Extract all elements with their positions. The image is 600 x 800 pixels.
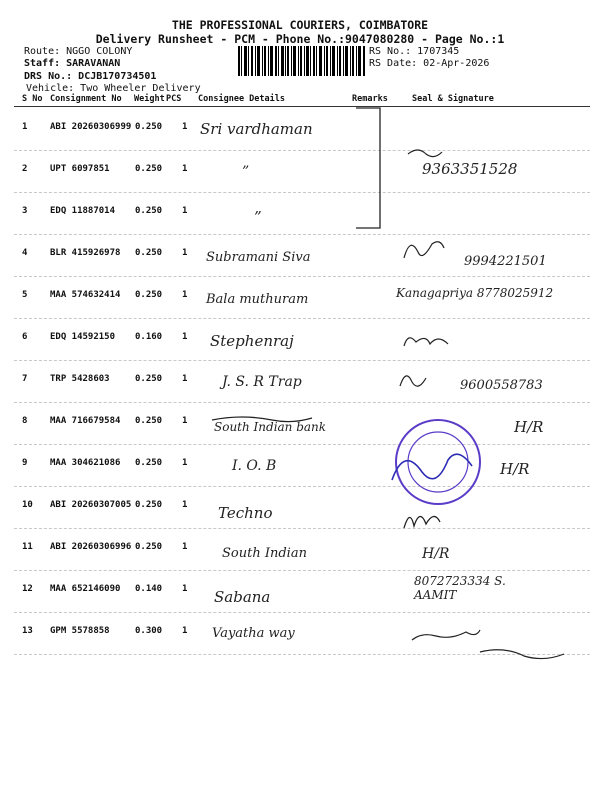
col-consignment: Consignment No xyxy=(50,94,122,104)
row-weight: 0.160 xyxy=(135,332,163,342)
row-sno: 12 xyxy=(22,584,33,594)
rs-number: RS No.: 1707345 xyxy=(369,46,460,57)
row-consignment-no: MAA 574632414 xyxy=(50,290,121,300)
drs-label: DRS No.: DCJB170734501 xyxy=(24,71,157,82)
col-consignee-details: Consignee Details xyxy=(198,94,285,104)
row-consignment-no: ABI 20260306996 xyxy=(50,542,132,552)
signature-scribble xyxy=(412,630,480,640)
row-pcs: 1 xyxy=(182,248,188,258)
row-pcs: 1 xyxy=(182,122,188,132)
signature-scribble xyxy=(400,376,426,386)
row-weight: 0.250 xyxy=(135,164,163,174)
row-consignee: ” xyxy=(242,164,250,180)
row-weight: 0.250 xyxy=(135,416,163,426)
row-signature: H/R xyxy=(500,460,530,478)
row-consignee: Vayatha way xyxy=(212,626,295,641)
row-sno: 11 xyxy=(22,542,33,552)
row-consignee: Techno xyxy=(218,504,273,522)
row-consignee: ” xyxy=(254,208,262,226)
stamp-signature xyxy=(392,454,472,480)
row-weight: 0.140 xyxy=(135,584,163,594)
row-signature: H/R xyxy=(422,546,450,562)
row-sno: 3 xyxy=(22,206,28,216)
row-weight: 0.250 xyxy=(135,290,163,300)
col-seal-signature: Seal & Signature xyxy=(412,94,494,104)
row-consignment-no: GPM 5578858 xyxy=(50,626,110,636)
row-pcs: 1 xyxy=(182,374,188,384)
row-pcs: 1 xyxy=(182,164,188,174)
row-consignee: Subramani Siva xyxy=(206,250,311,265)
row-signature: 8072723334 S. AAMIT xyxy=(414,574,506,602)
vehicle-label: Vehicle: Two Wheeler Delivery xyxy=(26,83,201,94)
row-consignee: Bala muthuram xyxy=(206,292,309,307)
row-sno: 1 xyxy=(22,122,28,132)
company-title: THE PROFESSIONAL COURIERS, COIMBATORE xyxy=(171,18,429,32)
row-weight: 0.250 xyxy=(135,122,163,132)
bank-stamp-inner xyxy=(408,432,468,492)
row-consignment-no: ABI 20260306999 xyxy=(50,122,132,132)
row-consignee: Sabana xyxy=(214,588,271,606)
row-consignment-no: MAA 304621086 xyxy=(50,458,121,468)
row-consignee: South Indian bank xyxy=(214,420,327,434)
row-consignment-no: TRP 5428603 xyxy=(50,374,110,384)
row-consignee: Sri vardhaman xyxy=(200,120,313,138)
strike-through xyxy=(212,417,312,422)
col-sno: S No xyxy=(22,94,43,104)
row-weight: 0.300 xyxy=(135,626,163,636)
row-consignment-no: EDQ 11887014 xyxy=(50,206,116,216)
row-consignment-no: ABI 20260307005 xyxy=(50,500,132,510)
row-consignment-no: MAA 652146090 xyxy=(50,584,121,594)
row-pcs: 1 xyxy=(182,584,188,594)
col-weight: Weight xyxy=(134,94,165,104)
signature-scribble xyxy=(480,650,564,659)
row-consignee: I. O. B xyxy=(232,458,277,474)
row-pcs: 1 xyxy=(182,626,188,636)
row-weight: 0.250 xyxy=(135,206,163,216)
row-sno: 13 xyxy=(22,626,33,636)
row-pcs: 1 xyxy=(182,500,188,510)
signature-scribble xyxy=(404,516,440,528)
remarks-bracket xyxy=(356,108,380,228)
row-sno: 5 xyxy=(22,290,28,300)
row-signature: 9363351528 xyxy=(422,160,518,178)
runsheet-subtitle: Delivery Runsheet - PCM - Phone No.:9047080280 - Page No.:1 xyxy=(95,32,505,46)
row-sno: 7 xyxy=(22,374,28,384)
col-remarks: Remarks xyxy=(352,94,388,104)
signature-scribble xyxy=(404,338,448,346)
row-weight: 0.250 xyxy=(135,542,163,552)
col-pcs: PCS xyxy=(166,94,182,104)
row-pcs: 1 xyxy=(182,416,188,426)
signature-scribble xyxy=(408,150,442,157)
row-consignment-no: UPT 6097851 xyxy=(50,164,110,174)
staff-label: Staff: SARAVANAN xyxy=(24,58,121,69)
row-weight: 0.250 xyxy=(135,374,163,384)
route-label: Route: NGGO COLONY xyxy=(24,46,133,57)
signature-scribble xyxy=(404,242,444,258)
row-sno: 10 xyxy=(22,500,33,510)
row-sno: 4 xyxy=(22,248,28,258)
row-consignee: J. S. R Trap xyxy=(222,374,302,390)
row-pcs: 1 xyxy=(182,542,188,552)
row-sno: 2 xyxy=(22,164,28,174)
row-weight: 0.250 xyxy=(135,248,163,258)
row-pcs: 1 xyxy=(182,290,188,300)
row-pcs: 1 xyxy=(182,332,188,342)
row-signature: Kanagapriya 8778025912 xyxy=(396,286,554,300)
row-sno: 6 xyxy=(22,332,28,342)
row-sno: 9 xyxy=(22,458,28,468)
row-weight: 0.250 xyxy=(135,500,163,510)
row-signature: 9994221501 xyxy=(464,254,547,269)
row-pcs: 1 xyxy=(182,458,188,468)
row-consignee: South Indian xyxy=(222,546,307,561)
row-consignment-no: MAA 716679584 xyxy=(50,416,121,426)
row-consignment-no: BLR 415926978 xyxy=(50,248,121,258)
row-consignment-no: EDQ 14592150 xyxy=(50,332,116,342)
row-sno: 8 xyxy=(22,416,28,426)
row-consignee: Stephenraj xyxy=(210,332,294,350)
row-signature: 9600558783 xyxy=(460,378,543,393)
rs-date: RS Date: 02-Apr-2026 xyxy=(369,58,490,69)
row-pcs: 1 xyxy=(182,206,188,216)
row-signature: H/R xyxy=(514,418,544,436)
bank-stamp xyxy=(396,420,480,504)
row-weight: 0.250 xyxy=(135,458,163,468)
